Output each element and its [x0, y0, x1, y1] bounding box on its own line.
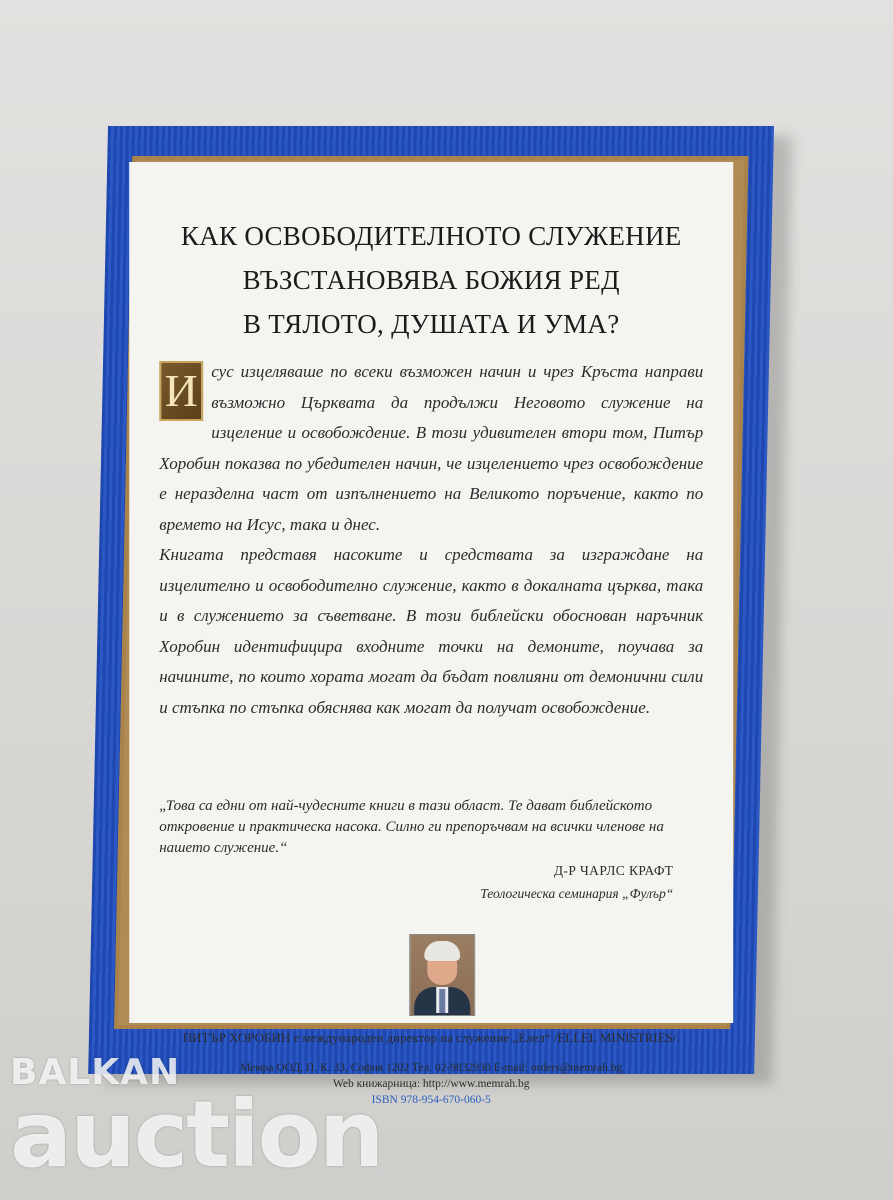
title-line-2: ВЪЗСТАНОВЯВА БОЖИЯ РЕД: [242, 265, 620, 295]
title-line-3: В ТЯЛОТО, ДУШАТА И УМА?: [242, 309, 620, 339]
endorser-institution: Теологическа семинария „Фулър“: [480, 886, 674, 901]
isbn: ISBN 978-954-670-060-5: [371, 1094, 491, 1106]
paragraph-1: [159, 357, 703, 540]
publisher-web: Web книжарница: http://www.memrah.bg: [332, 1078, 530, 1090]
paragraph-1-text: сус изцеляваше по всеки възможен начин и чрез Кръста направи възможно Църквата да продължи Неговото служение на изцеление и освобождение. В този удивителен втори том, Питър Хоробин показва по убедителен начин, че изцелението чрез освобождение е неразделна част от изпълнението на Великото поръчение, както по времето на Исус, така и днес.: [159, 362, 704, 534]
watermark-line-2: auction: [10, 1081, 383, 1188]
description: [159, 357, 703, 723]
gold-frame: [114, 156, 748, 1106]
paragraph-2: Книгата представя насоките и средствата за изграждане на изцелително и освободително служение, както в докалната църква, така и в служението за съветване. В този библейски обоснован наръчник Хоробин идентифицира входните точки на демоните, поучава за начините, по които хората могат да бъдат повлияни от демонични сили и стъпка по стъпка обяснява как могат да получат освобождение.: [159, 545, 704, 717]
cover-panel: [129, 162, 733, 1106]
author-photo: [409, 934, 475, 1016]
drop-cap: И: [159, 361, 203, 421]
watermark-logo: [10, 1052, 383, 1188]
watermark-line-1: BALKAN: [10, 1052, 181, 1093]
publisher-contact: Мемра ООД, П. К. 33, София 1202 Тел. 02-9832930 E-mail: orders@memrah.bg: [240, 1062, 623, 1074]
title-line-1: КАК ОСВОБОДИТЕЛНОТО СЛУЖЕНИЕ: [180, 221, 682, 251]
endorsement-signature: [480, 859, 673, 905]
endorsement-quote: „Това са едни от най-чудесните книги в тази област. Те дават библейското откровение и практическа насока. Силно ги препоръчвам на всички членове на нашето служение.“: [159, 798, 664, 856]
cover-title: [129, 214, 733, 346]
endorser-name: Д-Р ЧАРЛС КРАФТ: [553, 863, 674, 878]
author-bio: ПИТЪР ХОРОБИН е международен директор на служение „Елел“ /ELLEL MINISTRIES/.: [182, 1030, 680, 1045]
